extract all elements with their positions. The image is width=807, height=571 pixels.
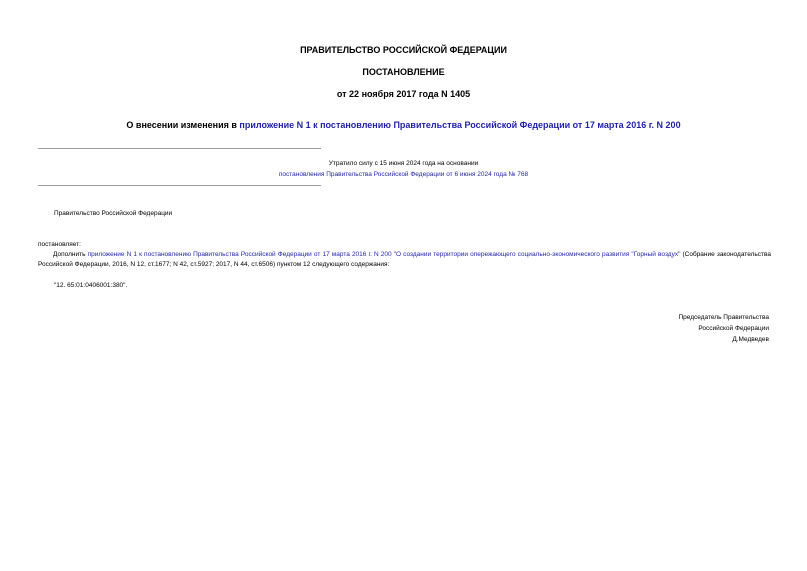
date-number-heading: от 22 ноября 2017 года N 1405 [336,89,471,99]
notice-divider-bottom [38,185,321,186]
repeal-notice-link[interactable]: постановления Правительства Российской Федерации от 6 июня 2024 года № 768 [278,171,529,178]
repeal-notice-line2 [0,171,807,178]
signature-org: Российской Федерации [698,325,769,332]
title-prefix: О внесении изменения в [126,120,240,130]
repeal-notice-line1: Утратило силу с 15 июня 2024 года на основании [328,160,479,167]
signature-title: Председатель Правительства [678,314,769,321]
signature-name: Д.Медведев [732,336,769,343]
para-suffix: (Собрание законодательства Российской Федерации, 2016, N 12, ст.1677; N 42, ст.5927; 2017, N 44, ст.6506) пунктом 12 следующего содержания: [38,251,771,268]
doc-type-heading: ПОСТАНОВЛЕНИЕ [362,67,445,77]
government-label: Правительство Российской Федерации [54,210,173,217]
government-heading: ПРАВИТЕЛЬСТВО РОССИЙСКОЙ ФЕДЕРАЦИИ [300,45,507,55]
document-title [0,120,807,130]
added-item: "12. 65:01:0406001:380". [54,282,128,289]
title-link[interactable]: приложение N 1 к постановлению Правительства Российской Федерации от 17 марта 2016 г. N 200 [239,120,681,130]
para-prefix: Дополнить [53,251,88,258]
notice-divider-top [38,148,321,149]
para-link[interactable]: приложение N 1 к постановлению Правительства Российской Федерации от 17 марта 2016 г. N 200 "О создании территории опережающего социально-экономического развития "Горный воздух" [87,251,681,258]
main-paragraph [38,250,771,270]
decrees-label: постановляет: [38,241,81,248]
